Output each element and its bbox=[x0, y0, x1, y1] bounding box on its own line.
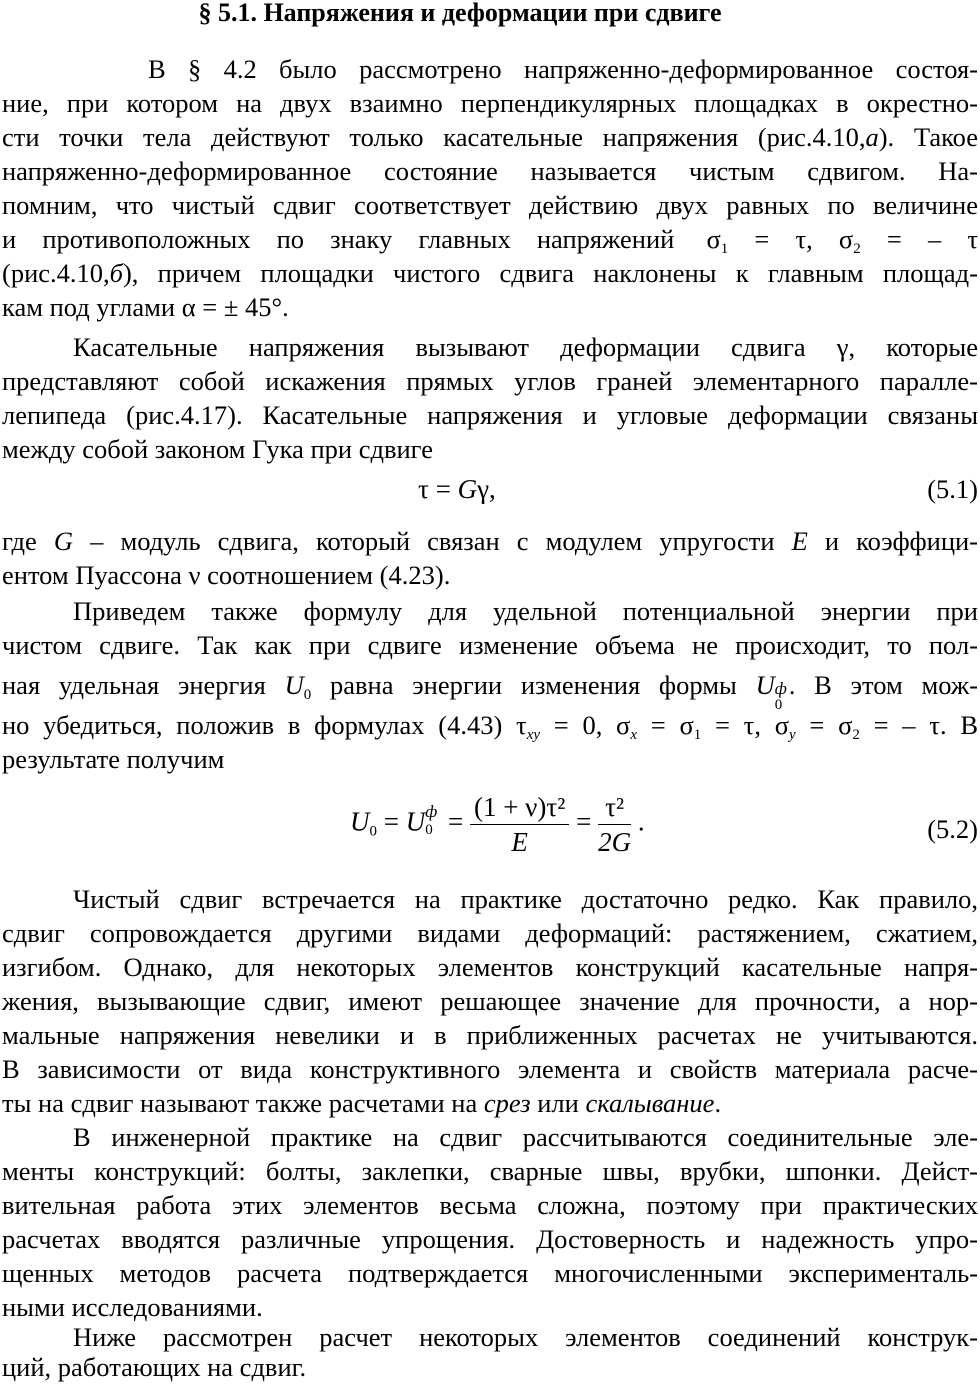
text-line: Ниже рассмотрен расчет некоторых элементов соединений конструк- bbox=[73, 1322, 978, 1352]
text-line: В зависимости от вида конструктивного элемента и свойств материала расче- bbox=[2, 1054, 978, 1084]
text-line: мальные напряжения невелики и в приближенных расчетах не учитываются. bbox=[2, 1020, 978, 1050]
text-line: кам под углами α = ± 45°. bbox=[2, 292, 289, 322]
text-line: В инженерной практике на сдвиг рассчитываются соединительные эле- bbox=[73, 1122, 978, 1152]
text-line: помним, что чистый сдвиг соответствует действию двух равных по величине bbox=[2, 190, 978, 220]
fraction: $\frac{\text{(1 + ν)τ²}}{E}$ bbox=[470, 790, 569, 859]
text-line: щенных методов расчета подтверждается многочисленными эксперименталь- bbox=[2, 1258, 978, 1288]
fraction: $\frac{\text{τ²}}{2G}$ bbox=[598, 792, 632, 857]
text-line: сти точки тела действуют только касательные напряжения (рис.4.10,а). Такое bbox=[2, 122, 978, 152]
text-line: ты на сдвиг называют также расчетами на срез или скалывание. bbox=[2, 1088, 722, 1118]
section-heading: § 5.1. Напряжения и деформации при сдвиге bbox=[198, 0, 722, 27]
text-line: Чистый сдвиг встречается на практике достаточно редко. Как правило, bbox=[73, 884, 978, 914]
text-line: менты конструкций: болты, заклепки, сварные швы, врубки, шпонки. Дейст- bbox=[2, 1156, 978, 1186]
text-line: представляют собой искажения прямых углов граней элементарного паралле- bbox=[2, 366, 978, 396]
text-line: между собой законом Гука при сдвиге bbox=[2, 434, 433, 464]
text-line: ентом Пуассона ν соотношением (4.23). bbox=[2, 560, 451, 590]
text-line: где G – модуль сдвига, который связан с модулем упругости E и коэффици- bbox=[2, 526, 979, 556]
text-line: но убедиться, положив в формулах (4.43) $\tau_{xy} = 0$, $\sigma_x = \sigma_1 = \tau$, $\sigma_y = \sigma_2$ = – τ. В bbox=[2, 710, 978, 743]
text-line: и противоположных по знаку главных напряжений $\sigma_1 = \tau$, $\sigma_2$ = – τ bbox=[2, 224, 978, 257]
text-line: вительная работа этих элементов весьма сложна, поэтому при практических bbox=[2, 1190, 978, 1220]
text-line: Касательные напряжения вызывают деформации сдвига γ, которые bbox=[73, 332, 978, 362]
equation-number: (5.1) bbox=[927, 474, 978, 504]
text-line: Приведем также формулу для удельной потенциальной энергии при bbox=[73, 596, 978, 626]
text-line: В § 4.2 было рассмотрено напряженно-деформированное состоя- bbox=[148, 54, 978, 84]
text-line: изгибом. Однако, для некоторых элементов конструкций касательные напря- bbox=[2, 952, 978, 982]
text-line: ными исследованиями. bbox=[2, 1292, 263, 1322]
text-line: ций, работающих на сдвиг. bbox=[2, 1352, 307, 1382]
text-line: сдвиг сопровождается другими видами деформаций: растяжением, сжатием, bbox=[2, 918, 978, 948]
equation-number: (5.2) bbox=[927, 814, 978, 844]
text-line: расчетах вводятся различные упрощения. Достоверность и надежность упро- bbox=[2, 1224, 978, 1254]
text-line: ние, при котором на двух взаимно перпендикулярных площадках в окрестно- bbox=[2, 88, 978, 118]
text-line: результате получим bbox=[2, 744, 225, 774]
text-line: (рис.4.10,б), причем площадки чистого сдвига наклонены к главным площад- bbox=[2, 258, 978, 288]
text-line: ная удельная энергия $U_0$ равна энергии изменения формы U ф 0 . В этом мож- bbox=[2, 670, 978, 713]
text-line: чистом сдвиге. Так как при сдвиге изменение объема не происходит, то пол- bbox=[2, 630, 978, 660]
text-line: напряженно-деформированное состояние называется чистым сдвигом. На- bbox=[2, 156, 978, 186]
equation-5-2: $U_0 = U$ ф 0 = $\frac{\text{(1 + ν)τ²}}{E}$ = $\frac{\text{τ²}}{2G}$ . bbox=[350, 792, 645, 857]
text-line: лепипеда (рис.4.17). Касательные напряжения и угловые деформации связаны bbox=[2, 400, 978, 430]
equation-5-1: τ = Gγ, bbox=[418, 474, 496, 504]
text-line: жения, вызывающие сдвиг, имеют решающее значение для прочности, а нор- bbox=[2, 986, 978, 1016]
